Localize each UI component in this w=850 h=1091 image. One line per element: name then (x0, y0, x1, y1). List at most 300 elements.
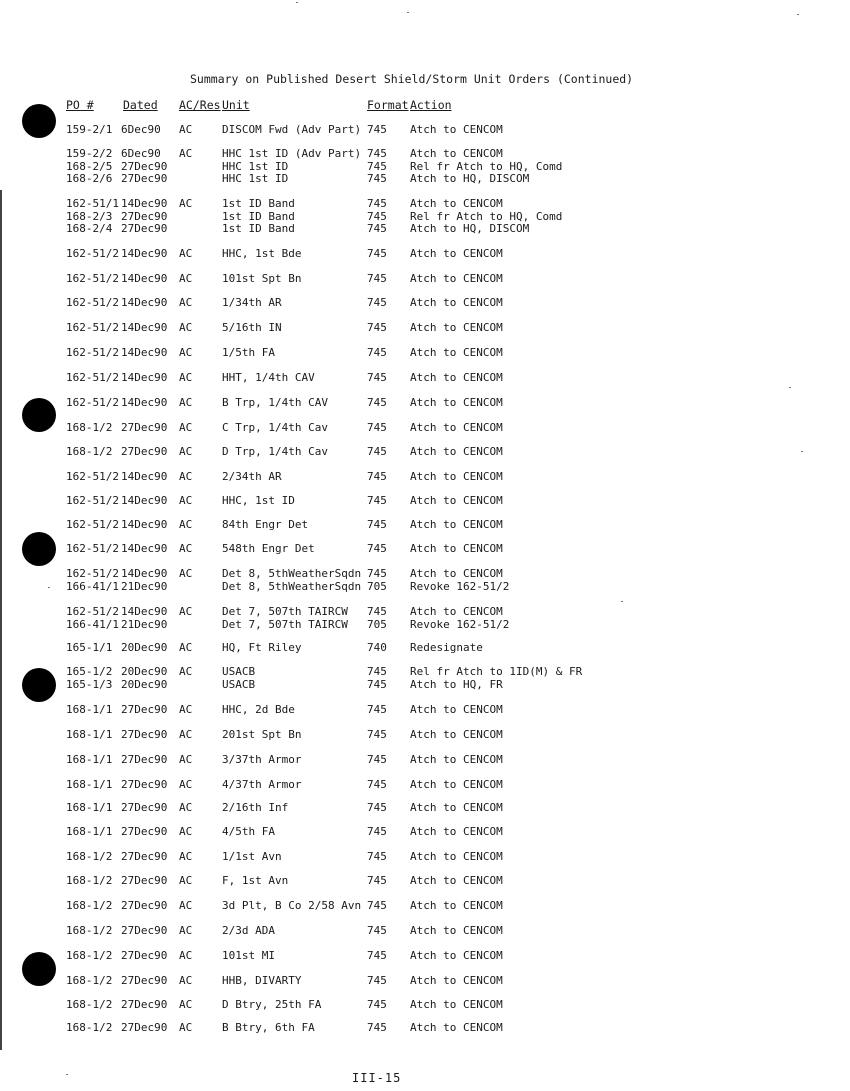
scan-speck (66, 1074, 68, 1075)
page-title: Summary on Published Desert Shield/Storm Unit Orders (Continued) (190, 72, 634, 86)
order-group (0, 519, 850, 532)
format-cell: 745 (367, 222, 387, 235)
ac-res-cell: AC (179, 470, 193, 483)
dated-cell: 14Dec90 (121, 296, 168, 309)
action-cell: Atch to CENCOM (410, 272, 503, 285)
header-dated: Dated (123, 98, 158, 112)
unit-cell: B Trp, 1/4th CAV (222, 396, 328, 409)
order-group (0, 248, 850, 261)
table-row (0, 372, 850, 385)
dated-cell: 14Dec90 (121, 321, 168, 334)
po-cell: 162-51/2 (66, 567, 119, 580)
po-cell: 162-51/2 (66, 518, 119, 531)
action-cell: Rel fr Atch to HQ, Comd (410, 209, 563, 223)
unit-cell: 201st Spt Bn (222, 728, 302, 741)
dated-cell: 14Dec90 (121, 470, 168, 483)
table-row (0, 322, 850, 335)
format-cell: 745 (367, 147, 387, 160)
action-cell: Atch to CENCOM (410, 421, 503, 434)
order-group (0, 297, 850, 310)
table-row (0, 642, 850, 655)
scan-speck (48, 587, 50, 588)
unit-cell: C Trp, 1/4th Cav (222, 421, 328, 434)
table-row (0, 568, 850, 581)
ac-res-cell: AC (179, 850, 193, 863)
order-group (0, 198, 850, 236)
ac-res-cell: AC (179, 272, 193, 285)
po-cell: 165-1/2 (66, 665, 113, 678)
ac-res-cell: AC (179, 949, 193, 962)
ac-res-cell: AC (179, 753, 193, 766)
unit-cell: HHC, 1st ID (222, 494, 295, 507)
po-cell: 168-2/4 (66, 222, 113, 235)
po-cell: 162-51/2 (66, 542, 119, 555)
action-cell: Atch to CENCOM (410, 470, 503, 483)
header-format: Format (367, 98, 409, 112)
unit-cell: 4/5th FA (222, 825, 275, 838)
format-cell: 745 (367, 159, 387, 173)
table-row (0, 900, 850, 913)
action-cell: Atch to CENCOM (410, 371, 503, 384)
format-cell: 745 (367, 949, 387, 962)
format-cell: 745 (367, 172, 387, 185)
unit-cell: Det 8, 5thWeatherSqdn (222, 567, 362, 580)
action-cell: Revoke 162-51/2 (410, 579, 510, 593)
dated-cell: 27Dec90 (121, 222, 168, 235)
dated-cell: 27Dec90 (121, 801, 168, 814)
action-cell: Atch to CENCOM (410, 728, 503, 741)
format-cell: 745 (367, 542, 387, 555)
ac-res-cell: AC (179, 321, 193, 334)
format-cell: 745 (367, 778, 387, 791)
order-group (0, 754, 850, 767)
format-cell: 745 (367, 605, 387, 618)
po-cell: 162-51/2 (66, 605, 119, 618)
action-cell: Rel fr Atch to 1ID(M) & FR (410, 665, 583, 678)
po-cell: 168-1/2 (66, 949, 113, 962)
action-cell: Rel fr Atch to HQ, Comd (410, 159, 563, 173)
format-cell: 745 (367, 753, 387, 766)
dated-cell: 14Dec90 (121, 346, 168, 359)
unit-cell: USACB (222, 677, 256, 691)
format-cell: 745 (367, 470, 387, 483)
format-cell: 745 (367, 974, 387, 987)
action-cell: Atch to CENCOM (410, 753, 503, 766)
format-cell: 745 (367, 665, 387, 678)
ac-res-cell: AC (179, 998, 193, 1011)
po-cell: 168-1/1 (66, 801, 113, 814)
table-row (0, 519, 850, 532)
action-cell: Atch to CENCOM (410, 949, 503, 962)
format-cell: 745 (367, 825, 387, 838)
action-cell: Atch to CENCOM (410, 998, 503, 1011)
format-cell: 745 (367, 123, 387, 136)
action-cell: Atch to HQ, DISCOM (410, 222, 530, 235)
format-cell: 745 (367, 247, 387, 260)
format-cell: 745 (367, 296, 387, 309)
action-cell: Redesignate (410, 641, 483, 654)
table-row (0, 273, 850, 286)
format-cell: 745 (367, 209, 387, 223)
header-ac-res: AC/Res (179, 98, 221, 112)
unit-cell: 2/3d ADA (222, 924, 275, 937)
table-row (0, 779, 850, 792)
dated-cell: 14Dec90 (121, 272, 168, 285)
format-cell: 745 (367, 371, 387, 384)
format-cell: 745 (367, 272, 387, 285)
po-cell: 159-2/1 (66, 123, 113, 136)
po-cell: 165-1/3 (66, 677, 113, 691)
header-po: PO # (66, 98, 94, 112)
format-cell: 745 (367, 445, 387, 458)
dated-cell: 27Dec90 (121, 209, 168, 223)
action-cell: Atch to CENCOM (410, 147, 503, 160)
action-cell: Atch to CENCOM (410, 518, 503, 531)
ac-res-cell: AC (179, 605, 193, 618)
unit-cell: 3/37th Armor (222, 753, 302, 766)
order-group (0, 851, 850, 864)
format-cell: 745 (367, 728, 387, 741)
dated-cell: 14Dec90 (121, 247, 168, 260)
unit-cell: B Btry, 6th FA (222, 1021, 315, 1034)
dated-cell: 20Dec90 (121, 641, 168, 654)
ac-res-cell: AC (179, 346, 193, 359)
page-number: III-15 (352, 1071, 402, 1085)
ac-res-cell: AC (179, 542, 193, 555)
action-cell: Atch to CENCOM (410, 567, 503, 580)
dated-cell: 27Dec90 (121, 949, 168, 962)
scan-speck (797, 14, 799, 15)
action-cell: Atch to CENCOM (410, 296, 503, 309)
format-cell: 745 (367, 1021, 387, 1034)
table-row (0, 754, 850, 767)
action-cell: Atch to CENCOM (410, 850, 503, 863)
po-cell: 162-51/2 (66, 470, 119, 483)
po-cell: 168-2/6 (66, 172, 113, 185)
po-cell: 162-51/2 (66, 296, 119, 309)
header-action: Action (410, 98, 452, 112)
format-cell: 745 (367, 899, 387, 912)
unit-cell: 1/1st Avn (222, 850, 282, 863)
order-group (0, 446, 850, 459)
action-cell: Atch to CENCOM (410, 825, 503, 838)
format-cell: 745 (367, 396, 387, 409)
unit-cell: 1/34th AR (222, 296, 282, 309)
unit-cell: 2/16th Inf (222, 801, 289, 814)
dated-cell: 27Dec90 (121, 172, 168, 185)
order-group (0, 704, 850, 717)
po-cell: 168-1/2 (66, 874, 113, 887)
table-row (0, 975, 850, 988)
ac-res-cell: AC (179, 1021, 193, 1034)
unit-cell: HHC, 1st Bde (222, 247, 302, 260)
dated-cell: 27Dec90 (121, 703, 168, 716)
action-cell: Atch to CENCOM (410, 247, 503, 260)
po-cell: 159-2/2 (66, 147, 113, 160)
po-cell: 162-51/1 (66, 197, 119, 210)
unit-cell: 2/34th AR (222, 470, 282, 483)
po-cell: 168-1/2 (66, 899, 113, 912)
order-group (0, 273, 850, 286)
unit-cell: F, 1st Avn (222, 874, 289, 887)
dated-cell: 27Dec90 (121, 778, 168, 791)
po-cell: 168-1/2 (66, 850, 113, 863)
po-cell: 168-1/1 (66, 778, 113, 791)
po-cell: 162-51/2 (66, 371, 119, 384)
dated-cell: 14Dec90 (121, 197, 168, 210)
order-group (0, 347, 850, 360)
ac-res-cell: AC (179, 421, 193, 434)
ac-res-cell: AC (179, 518, 193, 531)
format-cell: 745 (367, 494, 387, 507)
table-row (0, 606, 850, 619)
unit-cell: 1st ID Band (222, 209, 295, 223)
dated-cell: 20Dec90 (121, 665, 168, 678)
po-cell: 166-41/1 (66, 617, 119, 631)
unit-cell: Det 7, 507th TAIRCW (222, 617, 348, 631)
format-cell: 745 (367, 518, 387, 531)
order-group (0, 642, 850, 655)
action-cell: Atch to CENCOM (410, 396, 503, 409)
unit-cell: HHC 1st ID (222, 159, 289, 173)
unit-cell: 1st ID Band (222, 222, 295, 235)
unit-cell: 4/37th Armor (222, 778, 302, 791)
po-cell: 162-51/2 (66, 346, 119, 359)
dated-cell: 27Dec90 (121, 421, 168, 434)
order-group (0, 495, 850, 508)
table-row (0, 495, 850, 508)
dated-cell: 27Dec90 (121, 753, 168, 766)
dated-cell: 27Dec90 (121, 850, 168, 863)
action-cell: Atch to CENCOM (410, 197, 503, 210)
action-cell: Atch to CENCOM (410, 974, 503, 987)
table-row (0, 704, 850, 717)
format-cell: 745 (367, 421, 387, 434)
po-cell: 168-1/2 (66, 445, 113, 458)
action-cell: Atch to CENCOM (410, 542, 503, 555)
table-row (0, 397, 850, 410)
unit-cell: Det 8, 5thWeatherSqdn (222, 579, 362, 593)
order-group (0, 729, 850, 742)
dated-cell: 27Dec90 (121, 974, 168, 987)
table-row (0, 124, 850, 137)
ac-res-cell: AC (179, 371, 193, 384)
dated-cell: 14Dec90 (121, 494, 168, 507)
scan-speck (801, 451, 803, 452)
dated-cell: 14Dec90 (121, 518, 168, 531)
po-cell: 168-1/2 (66, 974, 113, 987)
dated-cell: 27Dec90 (121, 445, 168, 458)
ac-res-cell: AC (179, 445, 193, 458)
format-cell: 745 (367, 677, 387, 691)
scan-speck (407, 12, 409, 13)
order-group (0, 372, 850, 385)
action-cell: Atch to CENCOM (410, 321, 503, 334)
table-row (0, 679, 850, 692)
order-group (0, 950, 850, 963)
po-cell: 166-41/1 (66, 579, 119, 593)
format-cell: 745 (367, 567, 387, 580)
format-cell: 745 (367, 874, 387, 887)
unit-cell: HHT, 1/4th CAV (222, 371, 315, 384)
unit-cell: USACB (222, 665, 256, 678)
po-cell: 168-1/2 (66, 421, 113, 434)
order-group (0, 322, 850, 335)
dated-cell: 6Dec90 (121, 123, 161, 136)
table-row (0, 950, 850, 963)
table-row (0, 1022, 850, 1035)
header-unit: Unit (222, 98, 250, 112)
dated-cell: 27Dec90 (121, 728, 168, 741)
table-row (0, 347, 850, 360)
action-cell: Atch to CENCOM (410, 778, 503, 791)
format-cell: 745 (367, 197, 387, 210)
order-group (0, 148, 850, 186)
table-row (0, 223, 850, 236)
table-row (0, 925, 850, 938)
action-cell: Atch to CENCOM (410, 801, 503, 814)
dated-cell: 14Dec90 (121, 542, 168, 555)
dated-cell: 6Dec90 (121, 147, 161, 160)
scan-speck (789, 387, 791, 388)
action-cell: Atch to HQ, DISCOM (410, 172, 530, 185)
unit-cell: 1/5th FA (222, 346, 275, 359)
ac-res-cell: AC (179, 641, 193, 654)
dated-cell: 27Dec90 (121, 1021, 168, 1034)
unit-cell: D Trp, 1/4th Cav (222, 445, 328, 458)
scan-speck (621, 601, 623, 602)
order-group (0, 568, 850, 593)
dated-cell: 27Dec90 (121, 998, 168, 1011)
unit-cell: 1st ID Band (222, 197, 295, 210)
ac-res-cell: AC (179, 247, 193, 260)
order-group (0, 975, 850, 988)
table-row (0, 619, 850, 632)
format-cell: 745 (367, 801, 387, 814)
unit-cell: HHB, DIVARTY (222, 974, 302, 987)
order-group (0, 925, 850, 938)
table-row (0, 198, 850, 211)
unit-cell: 84th Engr Det (222, 518, 309, 531)
ac-res-cell: AC (179, 665, 193, 678)
ac-res-cell: AC (179, 197, 193, 210)
table-row (0, 729, 850, 742)
table-row (0, 875, 850, 888)
po-cell: 168-1/2 (66, 924, 113, 937)
dated-cell: 14Dec90 (121, 605, 168, 618)
action-cell: Atch to CENCOM (410, 445, 503, 458)
dated-cell: 27Dec90 (121, 924, 168, 937)
table-row (0, 422, 850, 435)
action-cell: Atch to CENCOM (410, 703, 503, 716)
ac-res-cell: AC (179, 147, 193, 160)
unit-cell: Det 7, 507th TAIRCW (222, 605, 348, 618)
order-group (0, 543, 850, 556)
ac-res-cell: AC (179, 974, 193, 987)
unit-cell: 3d Plt, B Co 2/58 Avn (222, 899, 362, 912)
ac-res-cell: AC (179, 825, 193, 838)
po-cell: 168-2/5 (66, 159, 113, 173)
format-cell: 705 (367, 579, 387, 593)
action-cell: Atch to CENCOM (410, 494, 503, 507)
po-cell: 162-51/2 (66, 494, 119, 507)
order-group (0, 999, 850, 1012)
unit-cell: HQ, Ft Riley (222, 641, 302, 654)
dated-cell: 14Dec90 (121, 371, 168, 384)
ac-res-cell: AC (179, 567, 193, 580)
unit-cell: 101st Spt Bn (222, 272, 302, 285)
po-cell: 162-51/2 (66, 321, 119, 334)
po-cell: 165-1/1 (66, 641, 113, 654)
ac-res-cell: AC (179, 874, 193, 887)
action-cell: Atch to HQ, FR (410, 677, 503, 691)
dated-cell: 27Dec90 (121, 899, 168, 912)
dated-cell: 21Dec90 (121, 579, 168, 593)
order-group (0, 1022, 850, 1035)
table-row (0, 802, 850, 815)
table-row (0, 173, 850, 186)
table-row (0, 297, 850, 310)
dated-cell: 21Dec90 (121, 617, 168, 631)
order-group (0, 900, 850, 913)
dated-cell: 14Dec90 (121, 567, 168, 580)
action-cell: Atch to CENCOM (410, 123, 503, 136)
table-row (0, 999, 850, 1012)
action-cell: Revoke 162-51/2 (410, 617, 510, 631)
unit-cell: D Btry, 25th FA (222, 998, 322, 1011)
ac-res-cell: AC (179, 123, 193, 136)
po-cell: 168-1/1 (66, 825, 113, 838)
ac-res-cell: AC (179, 494, 193, 507)
format-cell: 745 (367, 850, 387, 863)
action-cell: Atch to CENCOM (410, 899, 503, 912)
po-cell: 168-1/2 (66, 1021, 113, 1034)
table-row (0, 543, 850, 556)
order-group (0, 826, 850, 839)
scan-speck (296, 2, 298, 3)
table-row (0, 666, 850, 679)
table-row (0, 446, 850, 459)
table-row (0, 581, 850, 594)
dated-cell: 14Dec90 (121, 396, 168, 409)
format-cell: 745 (367, 346, 387, 359)
table-row (0, 851, 850, 864)
order-group (0, 422, 850, 435)
po-cell: 168-1/1 (66, 703, 113, 716)
table-row (0, 826, 850, 839)
ac-res-cell: AC (179, 801, 193, 814)
order-group (0, 779, 850, 792)
po-cell: 162-51/2 (66, 396, 119, 409)
action-cell: Atch to CENCOM (410, 605, 503, 618)
order-group (0, 666, 850, 691)
ac-res-cell: AC (179, 396, 193, 409)
po-cell: 162-51/2 (66, 272, 119, 285)
action-cell: Atch to CENCOM (410, 874, 503, 887)
format-cell: 745 (367, 703, 387, 716)
order-group (0, 397, 850, 410)
unit-cell: DISCOM Fwd (Adv Part) (222, 123, 362, 136)
format-cell: 745 (367, 924, 387, 937)
ac-res-cell: AC (179, 703, 193, 716)
ac-res-cell: AC (179, 778, 193, 791)
po-cell: 162-51/2 (66, 247, 119, 260)
po-cell: 168-1/2 (66, 998, 113, 1011)
format-cell: 705 (367, 617, 387, 631)
ac-res-cell: AC (179, 924, 193, 937)
po-cell: 168-2/3 (66, 209, 113, 223)
format-cell: 740 (367, 641, 387, 654)
